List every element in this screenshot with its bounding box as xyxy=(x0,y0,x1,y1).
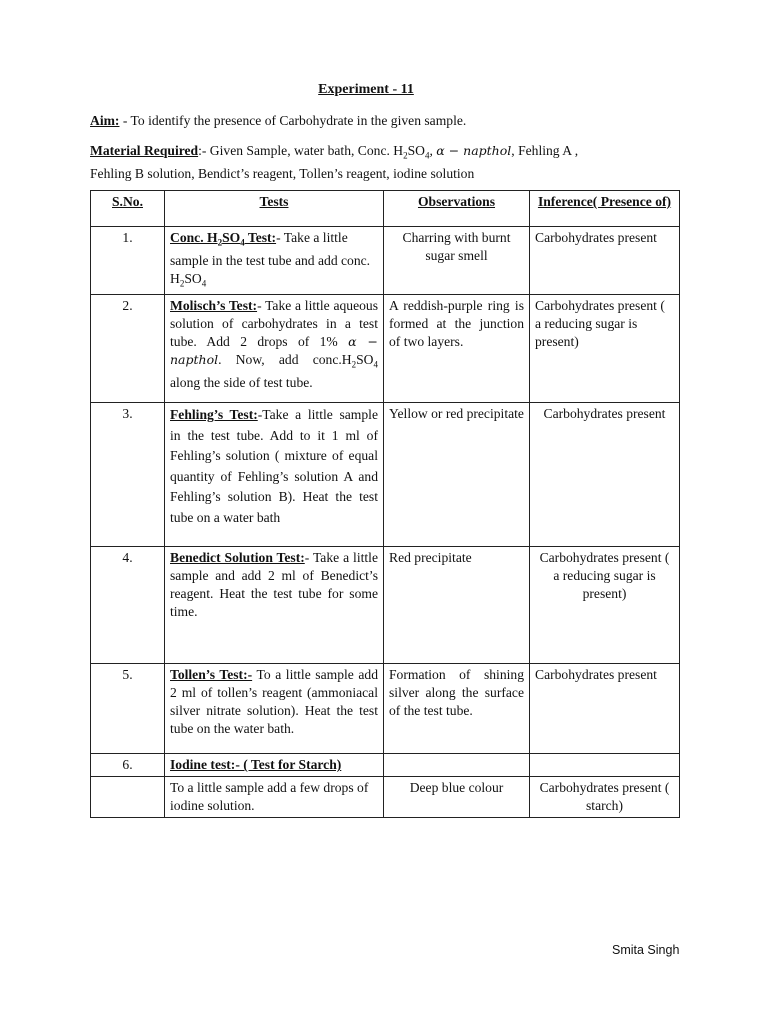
observation-cell: Deep blue colour xyxy=(384,777,530,818)
test-cell: Conc. $H_2SO_4$ Test:- Take a little sample in the test tube and add conc. $H_2SO_4$ xyxy=(165,227,384,295)
test-name: Tollen’s Test:- xyxy=(170,667,253,683)
test-cell xyxy=(165,754,384,777)
sno-cell: 4. xyxy=(91,547,165,664)
observation-cell xyxy=(384,754,530,777)
header-sno: S.No. xyxy=(91,191,165,227)
material-text: :- Given Sample, water bath, Conc. H xyxy=(198,143,404,158)
test-name: Molisch’s Test: xyxy=(170,298,258,314)
sno-cell: 3. xyxy=(91,403,165,547)
sno-cell: 6. xyxy=(91,754,165,777)
aim-line xyxy=(90,112,690,130)
table-row xyxy=(91,547,680,664)
test-name: Fehling’s Test: xyxy=(170,407,258,423)
test-text: - Take a little sample and add 2 ml of Benedict’s reagent. Heat the test tube for some time. xyxy=(170,550,378,620)
experiment-title: Experiment - 11 xyxy=(318,82,414,97)
table-row xyxy=(91,403,680,547)
test-cell xyxy=(165,403,384,547)
sno-cell: 1. xyxy=(91,227,165,295)
observation-cell: Formation of shining silver along the surface of the test tube. xyxy=(384,664,530,754)
test-cell xyxy=(165,547,384,664)
test-cell xyxy=(165,664,384,754)
aim-label: Aim: xyxy=(90,113,120,128)
napthol-reagent: α − napthol xyxy=(170,334,378,368)
sno-cell xyxy=(91,777,165,818)
sno-cell: 2. xyxy=(91,295,165,403)
test-name: Benedict Solution Test: xyxy=(170,550,305,566)
sno-cell: 5. xyxy=(91,664,165,754)
observation-cell: Red precipitate xyxy=(384,547,530,664)
aim-text: - To identify the presence of Carbohydrate in the given sample. xyxy=(119,113,467,128)
observation-cell: Yellow or red precipitate xyxy=(384,403,530,547)
test-text: -Take a little sample in the test tube. Add to it 1 ml of Fehling’s solution ( mixture of equal quantity of Fehling’s solution A and Fehling’s solution B). Heat the test tube on a water bath xyxy=(170,407,378,525)
test-cell: Molisch’s Test:- Take a little aqueous solution of carbohydrates in a test tube. Add 2 drops of 1% α − napthol. Now, add $conc.H_2SO_4$ along the side of test tube. xyxy=(165,295,384,403)
test-text: To a little sample add 2 ml of tollen’s reagent (ammoniacal silver nitrate solution). Heat the test tube on the water bath. xyxy=(170,667,379,737)
header-observations: Observations xyxy=(384,191,530,227)
table-row xyxy=(91,227,680,295)
table-row xyxy=(91,664,680,754)
material-text: , Fehling A , xyxy=(511,143,579,158)
table-header-row xyxy=(91,191,680,227)
inference-cell: Carbohydrates present xyxy=(530,403,680,547)
observation-cell: Charring with burnt sugar smell xyxy=(384,227,530,295)
material-text: , xyxy=(429,143,437,158)
inference-cell: Carbohydrates present xyxy=(530,227,680,295)
material-text: SO xyxy=(407,143,425,158)
observation-cell: A reddish-purple ring is formed at the junction of two layers. xyxy=(384,295,530,403)
napthol-reagent: α − napthol xyxy=(436,143,512,158)
material-required: Material Required:- Given Sample, water bath, Conc. $H_2SO_4$, α − napthol, Fehling A , Fehling B solution, Bendict’s reagent, Tollen’s reagent, iodine solution xyxy=(90,143,579,181)
table-row xyxy=(91,777,680,818)
header-inference: Inference( Presence of) xyxy=(530,191,680,227)
material-line-2: Fehling B solution, Bendict’s reagent, Tollen’s reagent, iodine solution xyxy=(90,165,475,181)
inference-cell: Carbohydrates present ( a reducing sugar is present) xyxy=(530,295,680,403)
tests-table xyxy=(90,190,680,818)
material-label: Material Required xyxy=(90,143,199,158)
author-footer: Smita Singh xyxy=(612,943,680,957)
table-row xyxy=(91,295,680,403)
inference-cell xyxy=(530,754,680,777)
inference-cell: Carbohydrates present xyxy=(530,664,680,754)
header-tests: Tests xyxy=(165,191,384,227)
test-name: Iodine test:- ( Test for Starch) xyxy=(170,757,342,773)
test-cell: To a little sample add a few drops of iodine solution. xyxy=(165,777,384,818)
inference-cell: Carbohydrates present ( a reducing sugar is present) xyxy=(530,547,680,664)
inference-cell: Carbohydrates present ( starch) xyxy=(530,777,680,818)
table-row xyxy=(91,754,680,777)
